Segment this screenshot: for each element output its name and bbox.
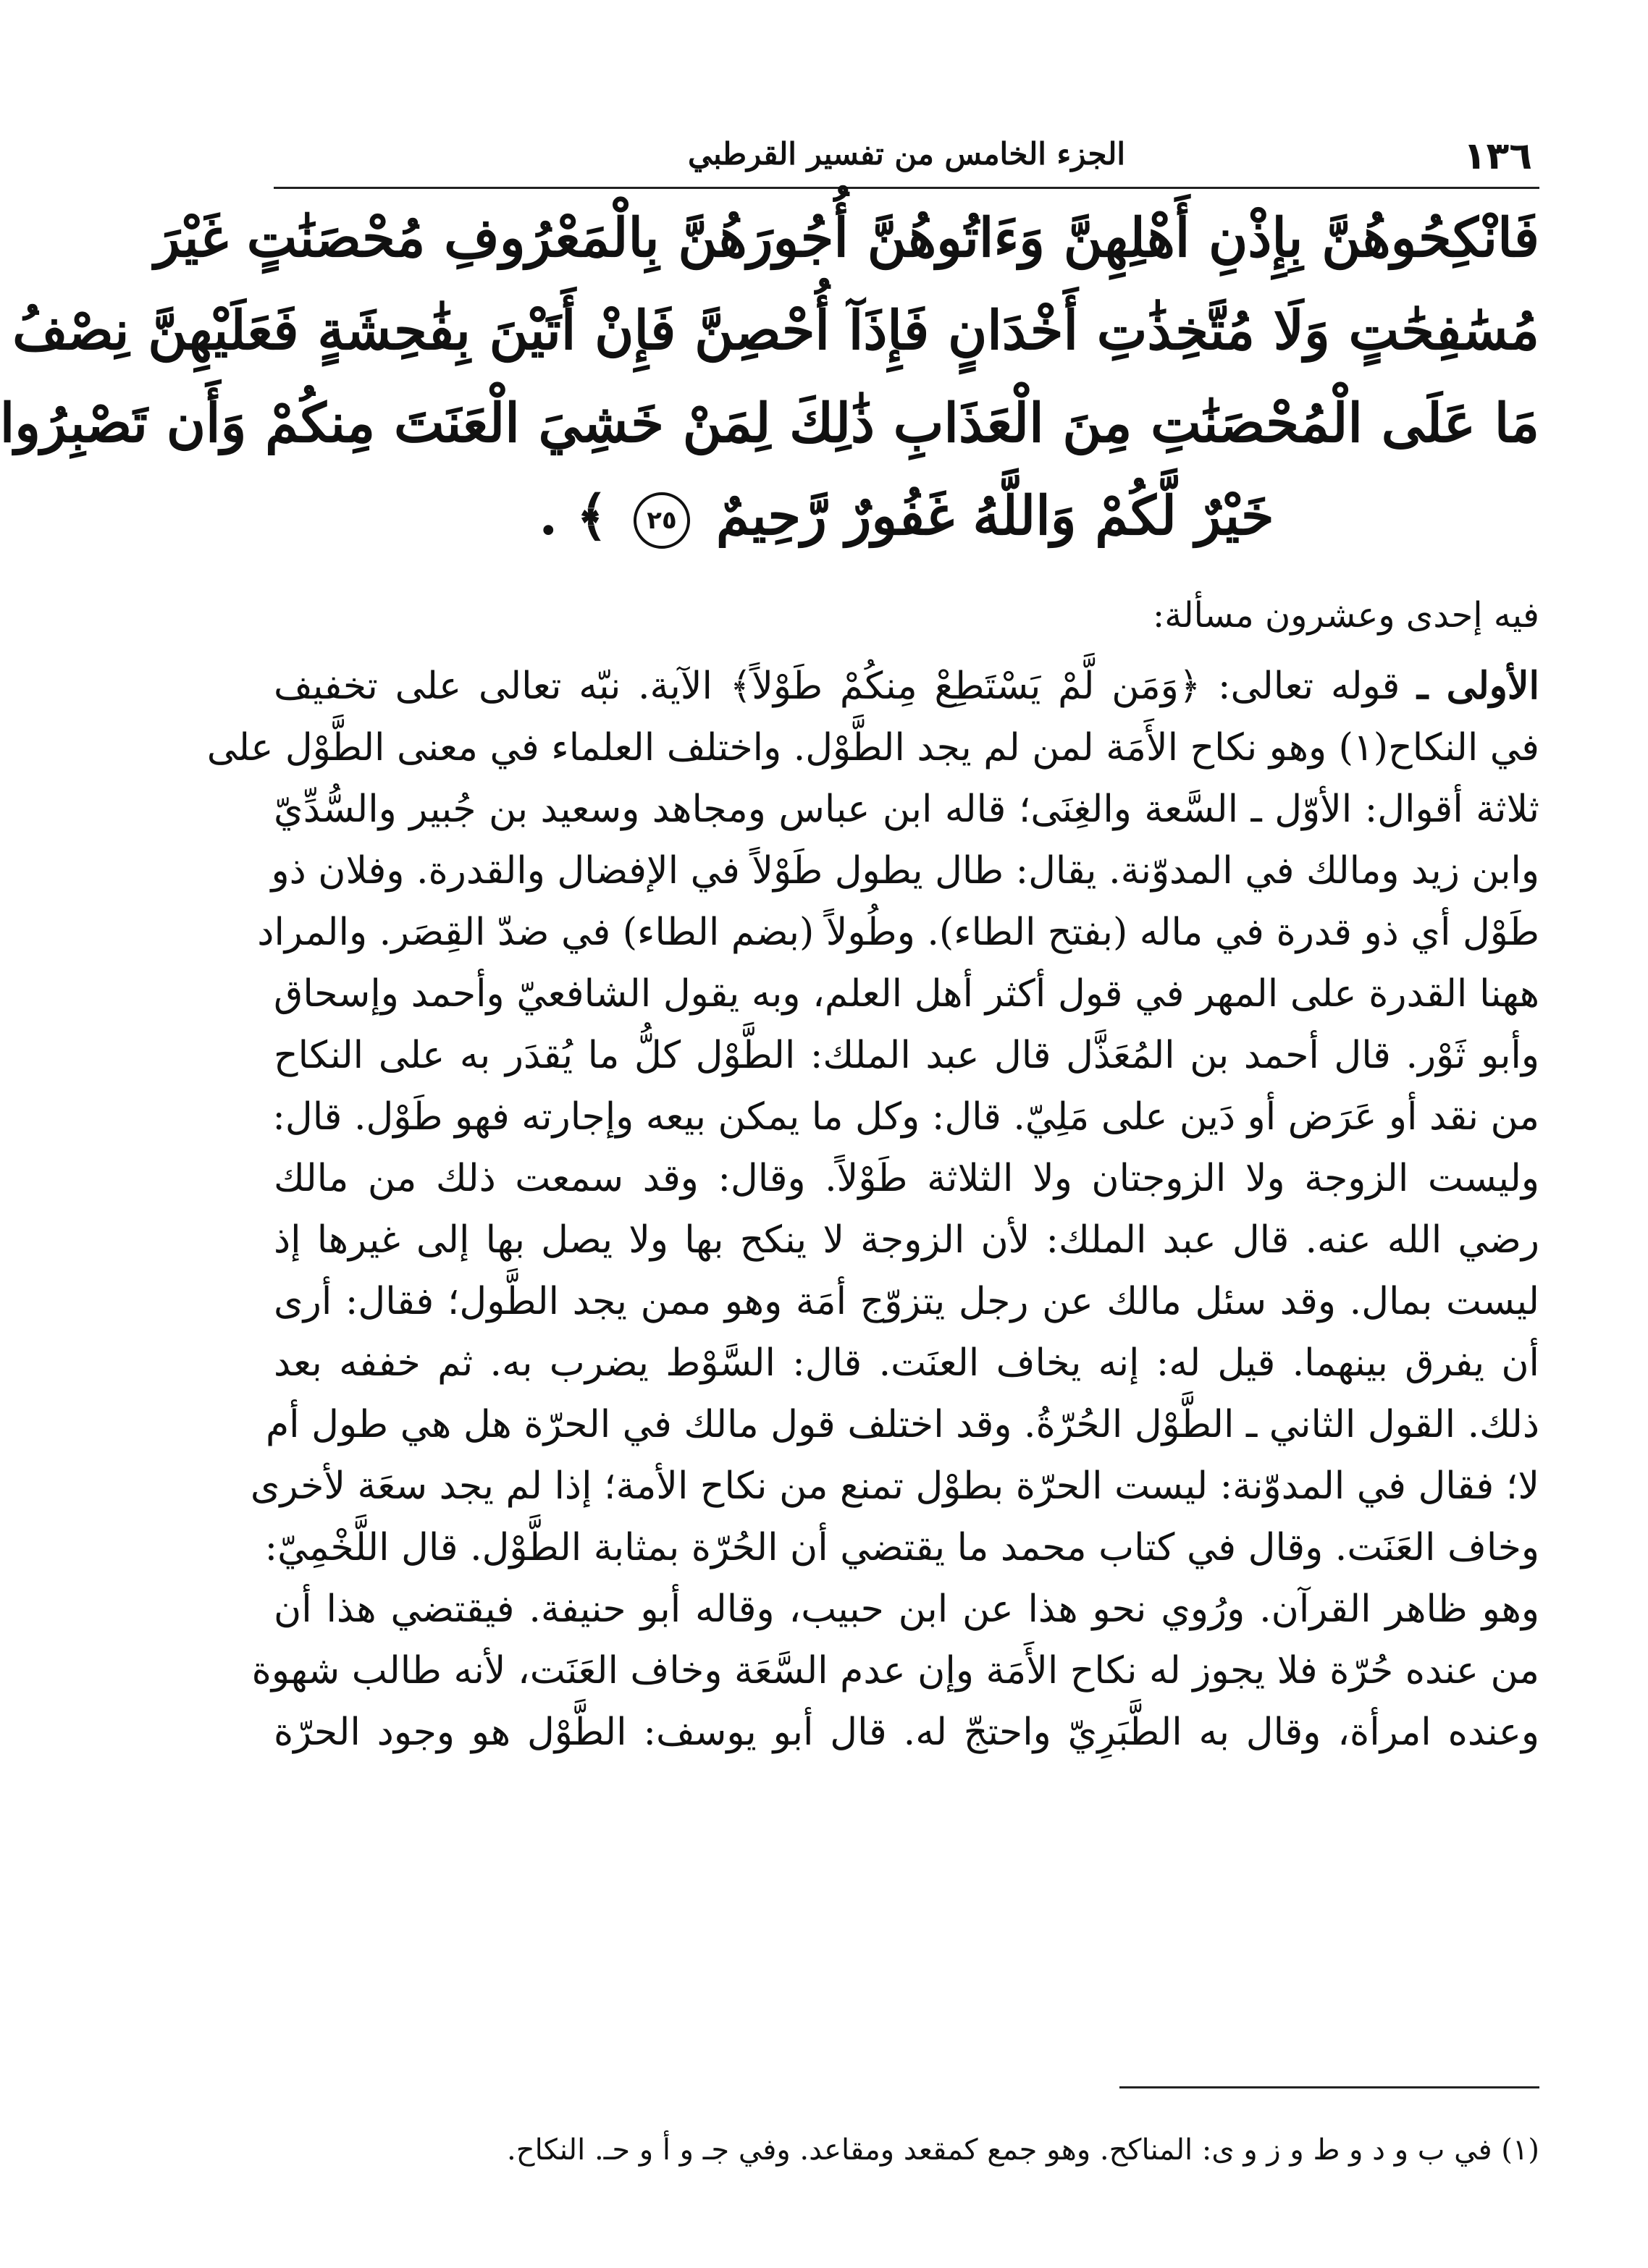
quran-line: مَا عَلَى الْمُحْصَنَٰتِ مِنَ الْعَذَابِ ذَٰلِكَ لِمَنْ خَشِيَ الْعَنَتَ مِنكُمْ وَأَن تَصْبِرُوا bbox=[0, 392, 1539, 455]
commentary-lines bbox=[206, 655, 1539, 1763]
issue-heading: الأولى ـ bbox=[1417, 664, 1539, 708]
line-text: رضي الله عنه. قال عبد الملك: لأن الزوجة لا ينكح بها ولا يصل بها إلى غيرها إذ bbox=[274, 1218, 1539, 1262]
quran-line: مُسَٰفِحَٰتٍ وَلَا مُتَّخِذَٰتِ أَخْدَانٍ فَإِذَآ أُحْصِنَّ فَإِنْ أَتَيْنَ بِفَٰحِشَةٍ فَعَلَيْهِنَّ نِصْفُ bbox=[12, 300, 1539, 362]
line-text: وخاف العَنَت. وقال في كتاب محمد ما يقتضي أن الحُرّة بمثابة الطَّوْل. قال اللَّخْمِيّ: bbox=[264, 1526, 1539, 1569]
commentary-line bbox=[274, 779, 1539, 840]
quran-closing-bracket: ﴾ . bbox=[539, 485, 608, 547]
line-text: من نقد أو عَرَض أو دَين على مَلِيّ. قال: وكل ما يمكن بيعه وإجارته فهو طَوْل. قال: bbox=[272, 1095, 1539, 1139]
commentary-body bbox=[206, 583, 1539, 1828]
commentary-line bbox=[274, 1210, 1539, 1271]
footnote: (١) في ب و د و ط و ز و ى: المناكح. وهو جمع كمقعد ومقاعد. وفي جـ و أ و حـ. النكاح. bbox=[507, 2133, 1539, 2167]
line-text: ههنا القدرة على المهر في قول أكثر أهل العلم، وبه يقول الشافعيّ وأحمد وإسحاق bbox=[274, 972, 1539, 1016]
commentary-line bbox=[257, 902, 1539, 964]
section-intro: فيه إحدى وعشرون مسألة: bbox=[1153, 595, 1539, 636]
ayah-number-mark: ٢٥ bbox=[634, 492, 690, 549]
footnote-divider bbox=[1119, 2086, 1539, 2088]
line-text: أن يفرق بينهما. قيل له: إنه يخاف العنَت. قال: السَّوْط يضرب به. ثم خففه بعد bbox=[274, 1341, 1539, 1385]
line-text: طَوْل أي ذو قدرة في ماله (بفتح الطاء). وطُولاً (بضم الطاء) في ضدّ القِصَر. والمراد bbox=[257, 911, 1539, 954]
quran-line-last bbox=[274, 470, 1539, 562]
commentary-line bbox=[251, 1640, 1539, 1702]
line-text: وابن زيد ومالك في المدوّنة. يقال: طال يطول طَوْلاً في الإفضال والقدرة. وفلان ذو bbox=[271, 849, 1539, 893]
line-text: في النكاح(١) وهو نكاح الأَمَة لمن لم يجد الطَّوْل. واختلف العلماء في معنى الطَّوْل على bbox=[206, 726, 1539, 770]
line-text: ثلاثة أقوال: الأوّل ـ السَّعة والغِنَى؛ قاله ابن عباس ومجاهد وسعيد بن جُبير والسُّدِّيّ bbox=[274, 788, 1539, 831]
commentary-line bbox=[250, 1456, 1539, 1517]
quran-line: فَانْكِحُوهُنَّ بِإِذْنِ أَهْلِهِنَّ وَءَاتُوهُنَّ أُجُورَهُنَّ بِالْمَعْرُوفِ مُحْصَنَٰتٍ غَيْرَ bbox=[154, 207, 1539, 269]
commentary-line bbox=[274, 1579, 1539, 1640]
quran-last-line-text: خَيْرٌ لَّكُمْ وَاللَّهُ غَفُورٌ رَّحِيمٌ bbox=[715, 485, 1274, 547]
commentary-line bbox=[274, 1148, 1539, 1210]
commentary-line bbox=[274, 1025, 1539, 1087]
commentary-line bbox=[274, 1702, 1539, 1763]
commentary-line bbox=[264, 1517, 1539, 1579]
line-text: وهو ظاهر القرآن. ورُوي نحو هذا عن ابن حبيب، وقاله أبو حنيفة. فيقتضي هذا أن bbox=[274, 1588, 1539, 1631]
line-text: وعنده امرأة، وقال به الطَّبَرِيّ واحتجّ له. قال أبو يوسف: الطَّوْل هو وجود الحرّة bbox=[274, 1711, 1539, 1754]
page-header bbox=[274, 129, 1539, 189]
line-text: من عنده حُرّة فلا يجوز له نكاح الأَمَة وإن عدم السَّعَة وخاف العَنَت، لأنه طالب شهوة bbox=[251, 1649, 1539, 1692]
line-text: لا؛ فقال في المدوّنة: ليست الحرّة بطوْل تمنع من نكاح الأمة؛ إذا لم يجد سعَة لأخرى bbox=[250, 1464, 1539, 1508]
page-number: ١٣٦ bbox=[1463, 135, 1532, 178]
commentary-line bbox=[274, 1087, 1539, 1148]
line-text: قوله تعالى: ﴿وَمَن لَّمْ يَسْتَطِعْ مِنكُمْ طَوْلاً﴾ الآية. نبّه تعالى على تخفيف bbox=[274, 665, 1418, 708]
line-text: وليست الزوجة ولا الزوجتان ولا الثلاثة طَوْلاً. وقال: وقد سمعت ذلك من مالك bbox=[274, 1157, 1539, 1200]
commentary-line bbox=[274, 1333, 1539, 1394]
commentary-line bbox=[271, 840, 1539, 902]
commentary-line bbox=[206, 717, 1539, 779]
running-title: الجزء الخامس من تفسير القرطبي bbox=[687, 136, 1126, 172]
commentary-line bbox=[274, 1271, 1539, 1333]
commentary-line bbox=[274, 964, 1539, 1025]
line-text: ليست بمال. وقد سئل مالك عن رجل يتزوّج أمَة وهو ممن يجد الطَّول؛ فقال: أرى bbox=[274, 1280, 1539, 1323]
commentary-line bbox=[274, 655, 1539, 717]
quran-verse-block bbox=[0, 192, 1539, 568]
commentary-line bbox=[265, 1394, 1539, 1456]
line-text: ذلك. القول الثاني ـ الطَّوْل الحُرّةُ. وقد اختلف قول مالك في الحرّة هل هي طول أم bbox=[265, 1403, 1539, 1446]
line-text: وأبو ثَوْر. قال أحمد بن المُعَذَّل قال عبد الملك: الطَّوْل كلُّ ما يُقدَر به على النكاح bbox=[274, 1034, 1539, 1077]
